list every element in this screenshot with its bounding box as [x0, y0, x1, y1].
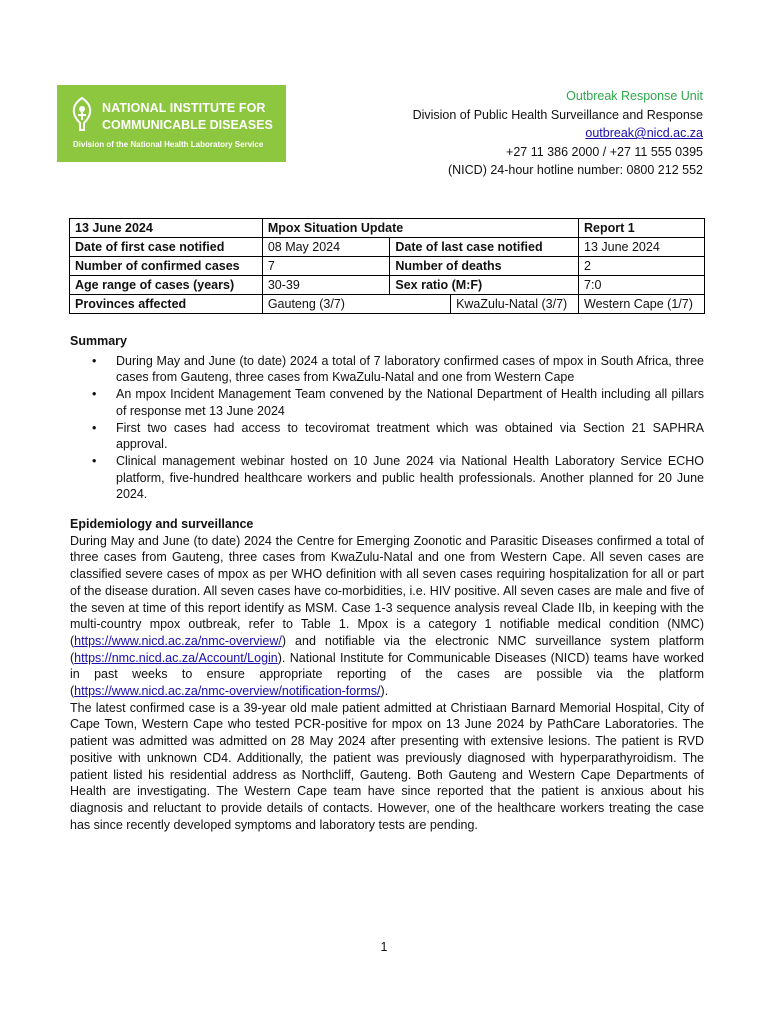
nicd-emblem-icon — [67, 96, 97, 132]
hotline-number: (NICD) 24-hour hotline number: 0800 212 552 — [447, 163, 703, 177]
summary-list — [70, 353, 704, 503]
table-row — [70, 295, 705, 314]
first-case-value: 08 May 2024 — [262, 238, 390, 257]
report-title: Mpox Situation Update — [262, 219, 578, 238]
table-row — [70, 238, 705, 257]
summary-heading: Summary — [70, 334, 127, 348]
situation-table — [69, 218, 705, 314]
division-name: Division of Public Health Surveillance and Response — [412, 107, 703, 122]
epi-paragraph-1: During May and June (to date) 2024 the Centre for Emerging Zoonotic and Parasitic Diseases confirmed a total of three cases from Gauteng, three cases from KwaZulu-Natal and one from Western Cape. All seven cases are classified severe cases of mpox as per WHO definition with all seven cases requiring hospitalization for all or part of the disease duration. All seven cases have co-morbidities, i.e. HIV positive. All seven cases are male and five of the seven at time of this report identify as MSM. Case 1-3 sequence analysis reveal Clade IIb, in keeping with the multi-country mpox outbreak, refer to Table 1. Mpox is a category 1 notifiable medical condition (NMC) (https://www.nicd.ac.za/nmc-overview/) and notifiable via the electronic NMC surveillance system platform (https://nmc.nicd.ac.za/Account/Login). National Institute for Communicable Diseases (NICD) teams have worked in past weeks to ensure appropriate reporting of the cases are possible via the platform (https://www.nicd.ac.za/nmc-overview/notification-forms/). — [70, 533, 704, 699]
first-case-label: Date of first case notified — [70, 238, 263, 257]
unit-name: Outbreak Response Unit — [566, 89, 703, 103]
contact-block — [413, 87, 703, 180]
last-case-label: Date of last case notified — [390, 238, 579, 257]
notification-forms-link[interactable]: https://www.nicd.ac.za/nmc-overview/notification-forms/ — [74, 684, 381, 699]
logo-line-2: COMMUNICABLE DISEASES — [102, 118, 273, 132]
epi-paragraph-2: The latest confirmed case is a 39-year old male patient admitted at Christiaan Barnard Memorial Hospital, City of Cape Town, Western Cape who tested PCR-positive for mpox on 13 June 2024 by PathCare Laboratories. The patient was admitted was admitted on 28 May 2024 after presenting with extensive lesions. The patient is RVD positive with unknown CD4. Additionally, the patient was previously diagnosed with hyperparathyroidism. The patient listed his residential address as Northcliff, Gauteng. Both Gauteng and Western Cape Departments of Health are investigating. The Western Cape team have since reported that the patient is anxious about his diagnosis and reluctant to provide details of contacts. However, one of the healthcare workers treating the case has since recently developed symptoms and laboratory tests are pending. — [70, 700, 704, 832]
list-item: • An mpox Incident Management Team convened by the National Department of Health including all pillars of response met 13 June 2024 — [116, 386, 704, 419]
sex-value: 7:0 — [579, 276, 705, 295]
province-western-cape: Western Cape (1/7) — [579, 295, 705, 314]
epi-heading: Epidemiology and surveillance — [70, 517, 254, 532]
table-row — [70, 257, 705, 276]
nmc-overview-link[interactable]: https://www.nicd.ac.za/nmc-overview/ — [74, 633, 282, 648]
provinces-label: Provinces affected — [70, 295, 263, 314]
email-link[interactable]: outbreak@nicd.ac.za — [585, 126, 703, 140]
page-number: 1 — [380, 940, 388, 954]
province-gauteng: Gauteng (3/7) — [262, 295, 450, 314]
logo-subtitle: Division of the National Health Laboratory Service — [73, 140, 264, 149]
nmc-login-link[interactable]: https://nmc.nicd.ac.za/Account/Login — [74, 650, 278, 665]
table-row — [70, 219, 705, 238]
confirmed-label: Number of confirmed cases — [70, 257, 263, 276]
deaths-value: 2 — [579, 257, 705, 276]
phone-numbers: +27 11 386 2000 / +27 11 555 0395 — [506, 144, 703, 159]
report-body — [70, 333, 704, 833]
list-item: • During May and June (to date) 2024 a total of 7 laboratory confirmed cases of mpox in South Africa, three cases from Gauteng, three cases from KwaZulu-Natal and one from Western Cape — [116, 353, 704, 386]
last-case-value: 13 June 2024 — [579, 238, 705, 257]
sex-label: Sex ratio (M:F) — [390, 276, 579, 295]
age-label: Age range of cases (years) — [70, 276, 263, 295]
province-kwazulu-natal: KwaZulu-Natal (3/7) — [451, 295, 579, 314]
list-item: • Clinical management webinar hosted on 10 June 2024 via National Health Laboratory Service ECHO platform, five-hundred healthcare workers and public health professionals. Another planned for 20 June 2024. — [116, 453, 704, 503]
list-item: • First two cases had access to tecoviromat treatment which was obtained via Section 21 SAPHRA approval. — [116, 420, 704, 453]
logo-line-1: NATIONAL INSTITUTE FOR — [102, 101, 266, 115]
nicd-logo — [57, 85, 286, 162]
report-number: Report 1 — [579, 219, 705, 238]
report-date: 13 June 2024 — [70, 219, 263, 238]
deaths-label: Number of deaths — [390, 257, 579, 276]
confirmed-value: 7 — [262, 257, 390, 276]
age-value: 30-39 — [262, 276, 390, 295]
table-row — [70, 276, 705, 295]
